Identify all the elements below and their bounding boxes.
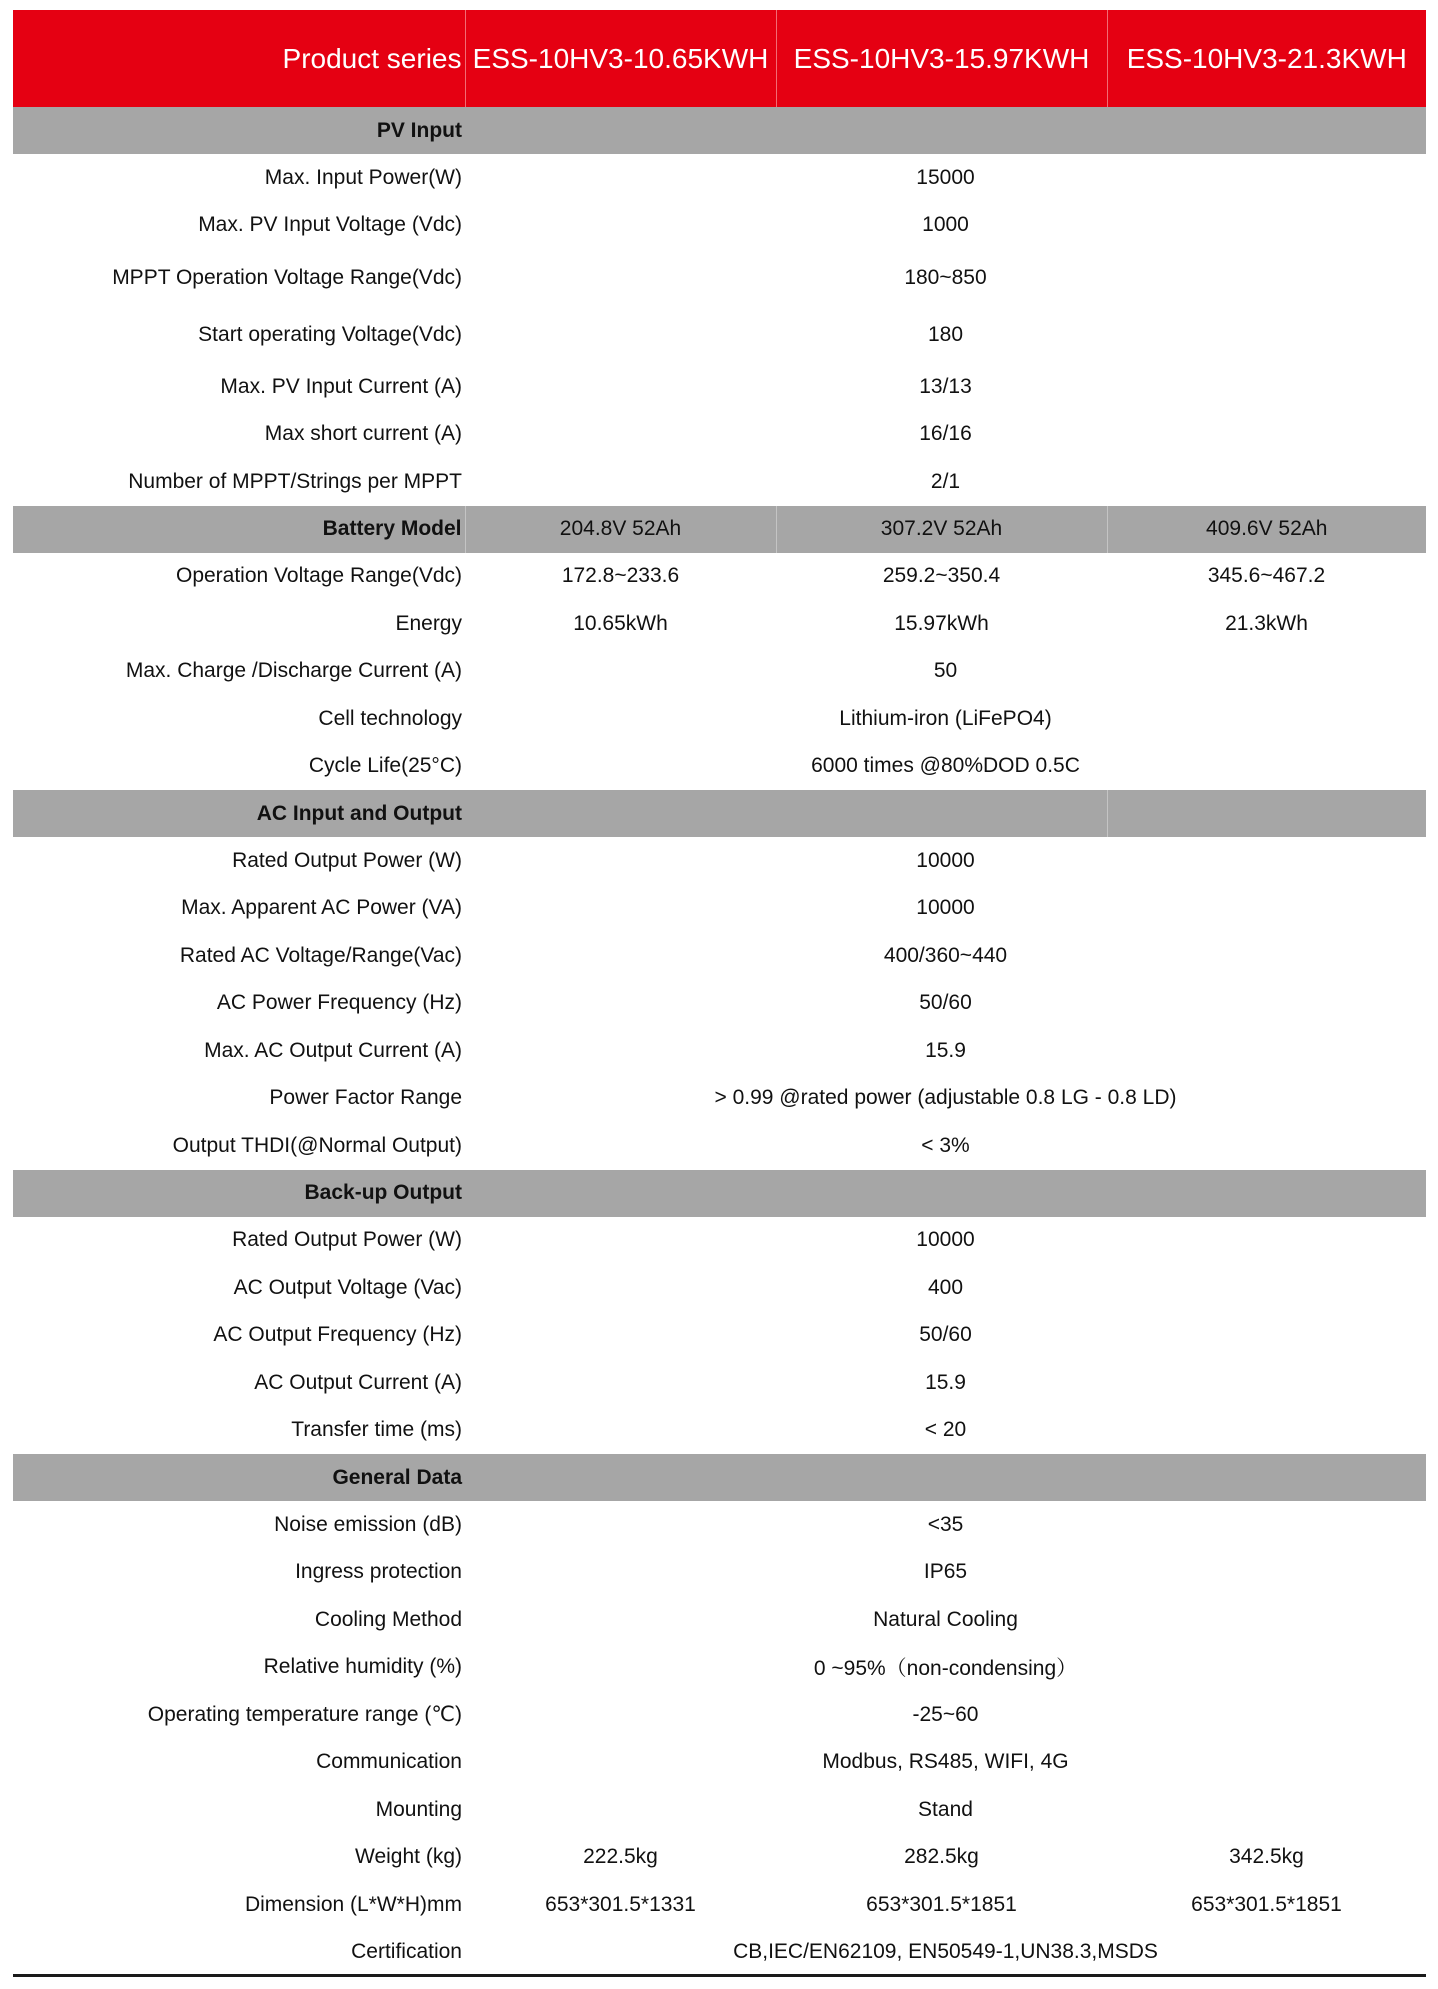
spec-value: 6000 times @80%DOD 0.5C bbox=[811, 754, 1080, 778]
spec-label: Start operating Voltage(Vdc) bbox=[198, 322, 462, 346]
spec-label: Max. Apparent AC Power (VA) bbox=[181, 896, 462, 920]
spec-value: 172.8~233.6 bbox=[561, 564, 680, 588]
spec-value: 50/60 bbox=[919, 1323, 972, 1347]
spec-label: Max. AC Output Current (A) bbox=[204, 1038, 462, 1062]
section-header-battery-model bbox=[13, 506, 1426, 553]
spec-row bbox=[13, 1264, 1426, 1312]
spec-row bbox=[13, 932, 1426, 980]
spec-label: Rated AC Voltage/Range(Vac) bbox=[179, 943, 462, 967]
spec-row bbox=[13, 695, 1426, 743]
spec-value: 0 ~95%（non-condensing） bbox=[813, 1657, 1078, 1681]
spec-row bbox=[13, 1027, 1426, 1075]
model-name: ESS-10HV3-15.97KWH bbox=[776, 10, 1107, 107]
header-row bbox=[13, 10, 1426, 107]
spec-row bbox=[13, 1596, 1426, 1644]
spec-row bbox=[13, 553, 1426, 601]
spec-sheet bbox=[13, 10, 1426, 1976]
spec-value: 15.97kWh bbox=[894, 611, 989, 635]
spec-value: 342.5kg bbox=[1229, 1845, 1304, 1869]
spec-value: 21.3kWh bbox=[1225, 611, 1308, 635]
section-header-pv-input bbox=[13, 107, 1426, 154]
spec-row bbox=[13, 600, 1426, 648]
spec-value: 10.65kWh bbox=[573, 611, 668, 635]
spec-value: Modbus, RS485, WIFI, 4G bbox=[822, 1750, 1069, 1774]
spec-row bbox=[13, 1644, 1426, 1692]
spec-value: 1000 bbox=[922, 213, 969, 237]
spec-label: Communication bbox=[316, 1750, 462, 1774]
spec-value: 222.5kg bbox=[583, 1845, 658, 1869]
spec-label: Transfer time (ms) bbox=[291, 1418, 462, 1442]
spec-label: Operating temperature range (℃) bbox=[147, 1703, 462, 1727]
spec-row bbox=[13, 1929, 1426, 1977]
spec-value: 400/360~440 bbox=[883, 943, 1008, 967]
spec-value: 10000 bbox=[916, 896, 975, 920]
spec-label: Max. Charge /Discharge Current (A) bbox=[125, 659, 462, 683]
spec-value: 50 bbox=[933, 659, 958, 683]
spec-value: 259.2~350.4 bbox=[882, 564, 1001, 588]
spec-label: Cell technology bbox=[318, 706, 462, 730]
spec-row bbox=[13, 202, 1426, 250]
spec-row bbox=[13, 411, 1426, 459]
model-name: ESS-10HV3-10.65KWH bbox=[465, 10, 776, 107]
spec-value: 282.5kg bbox=[904, 1845, 979, 1869]
spec-row bbox=[13, 1691, 1426, 1739]
spec-value: 50/60 bbox=[919, 991, 972, 1015]
battery-model: 204.8V 52Ah bbox=[465, 506, 776, 553]
spec-row bbox=[13, 154, 1426, 202]
spec-label: Max. Input Power(W) bbox=[264, 165, 462, 189]
bottom-rule bbox=[13, 1974, 1426, 1977]
spec-value: 13/13 bbox=[919, 374, 972, 398]
section-header-ac-input-output bbox=[13, 790, 1426, 837]
spec-value: 400 bbox=[927, 1275, 964, 1299]
spec-row bbox=[13, 363, 1426, 411]
spec-label: Cycle Life(25°C) bbox=[308, 754, 462, 778]
spec-table bbox=[13, 10, 1426, 1976]
spec-row bbox=[13, 1312, 1426, 1360]
spec-row bbox=[13, 885, 1426, 933]
spec-label: Max short current (A) bbox=[264, 422, 462, 446]
section-title: General Data bbox=[13, 1454, 465, 1501]
spec-label: Max. PV Input Voltage (Vdc) bbox=[198, 213, 462, 237]
spec-row bbox=[13, 458, 1426, 506]
spec-label: MPPT Operation Voltage Range(Vdc) bbox=[112, 265, 462, 289]
spec-row bbox=[13, 743, 1426, 791]
spec-label: Certification bbox=[351, 1940, 462, 1964]
spec-value: < 20 bbox=[924, 1418, 967, 1442]
spec-row bbox=[13, 1549, 1426, 1597]
spec-row bbox=[13, 249, 1426, 306]
spec-value: 15.9 bbox=[925, 1370, 966, 1394]
spec-value: -25~60 bbox=[912, 1702, 979, 1726]
spec-value: 10000 bbox=[916, 848, 975, 872]
spec-value: 15000 bbox=[916, 165, 975, 189]
section-header-general-data bbox=[13, 1454, 1426, 1501]
spec-label: Ingress protection bbox=[295, 1560, 462, 1584]
spec-value: 653*301.5*1851 bbox=[1191, 1892, 1342, 1916]
spec-row bbox=[13, 1881, 1426, 1929]
spec-value: Lithium-iron (LiFePO4) bbox=[839, 706, 1052, 730]
spec-value: 180~850 bbox=[904, 265, 987, 289]
battery-model: 307.2V 52Ah bbox=[776, 506, 1107, 553]
spec-label: Number of MPPT/Strings per MPPT bbox=[128, 469, 462, 493]
spec-label: Power Factor Range bbox=[269, 1086, 462, 1110]
spec-label: Cooling Method bbox=[314, 1607, 462, 1631]
spec-value: Natural Cooling bbox=[873, 1607, 1018, 1631]
spec-row bbox=[13, 1407, 1426, 1455]
spec-value: 653*301.5*1851 bbox=[866, 1892, 1017, 1916]
spec-row bbox=[13, 1739, 1426, 1787]
product-series-label: Product series bbox=[13, 10, 465, 107]
model-name: ESS-10HV3-21.3KWH bbox=[1107, 10, 1426, 107]
spec-value: 10000 bbox=[916, 1228, 975, 1252]
spec-label: Rated Output Power (W) bbox=[232, 848, 462, 872]
spec-value: <35 bbox=[927, 1512, 964, 1536]
spec-value: 2/1 bbox=[930, 469, 961, 493]
spec-label: Max. PV Input Current (A) bbox=[220, 374, 462, 398]
spec-row bbox=[13, 980, 1426, 1028]
spec-value: > 0.99 @rated power (adjustable 0.8 LG - 0.8 LD) bbox=[714, 1086, 1177, 1110]
spec-value: 15.9 bbox=[925, 1038, 966, 1062]
spec-value: < 3% bbox=[921, 1133, 970, 1157]
spec-row bbox=[13, 1122, 1426, 1170]
spec-row bbox=[13, 1359, 1426, 1407]
spec-label: Mounting bbox=[375, 1797, 462, 1821]
spec-label: Energy bbox=[395, 611, 462, 635]
spec-row bbox=[13, 1786, 1426, 1834]
spec-row bbox=[13, 1834, 1426, 1882]
section-title: Battery Model bbox=[13, 506, 465, 553]
spec-label: AC Output Frequency (Hz) bbox=[213, 1323, 462, 1347]
section-header-backup-output bbox=[13, 1170, 1426, 1217]
spec-label: Operation Voltage Range(Vdc) bbox=[175, 564, 462, 588]
spec-label: Rated Output Power (W) bbox=[232, 1228, 462, 1252]
section-title: AC Input and Output bbox=[13, 790, 465, 837]
spec-value: 653*301.5*1331 bbox=[545, 1892, 696, 1916]
spec-label: AC Output Voltage (Vac) bbox=[233, 1275, 462, 1299]
spec-label: Output THDI(@Normal Output) bbox=[172, 1133, 462, 1157]
spec-label: AC Power Frequency (Hz) bbox=[216, 991, 462, 1015]
spec-label: Weight (kg) bbox=[355, 1845, 462, 1869]
spec-label: AC Output Current (A) bbox=[254, 1370, 462, 1394]
section-title: Back-up Output bbox=[13, 1170, 465, 1217]
spec-value: IP65 bbox=[923, 1560, 968, 1584]
spec-label: Noise emission (dB) bbox=[274, 1512, 462, 1536]
spec-value: 16/16 bbox=[919, 422, 972, 446]
spec-row bbox=[13, 648, 1426, 696]
spec-label: Dimension (L*W*H)mm bbox=[244, 1892, 462, 1916]
spec-row bbox=[13, 306, 1426, 363]
spec-row bbox=[13, 837, 1426, 885]
spec-value: CB,IEC/EN62109, EN50549-1,UN38.3,MSDS bbox=[733, 1940, 1158, 1964]
spec-value: 345.6~467.2 bbox=[1207, 564, 1326, 588]
battery-model: 409.6V 52Ah bbox=[1107, 506, 1426, 553]
spec-row bbox=[13, 1217, 1426, 1265]
spec-value: 180 bbox=[927, 322, 964, 346]
spec-value: Stand bbox=[918, 1797, 973, 1821]
spec-row bbox=[13, 1501, 1426, 1549]
spec-label: Relative humidity (%) bbox=[263, 1655, 462, 1679]
spec-row bbox=[13, 1075, 1426, 1123]
section-title: PV Input bbox=[13, 107, 465, 154]
